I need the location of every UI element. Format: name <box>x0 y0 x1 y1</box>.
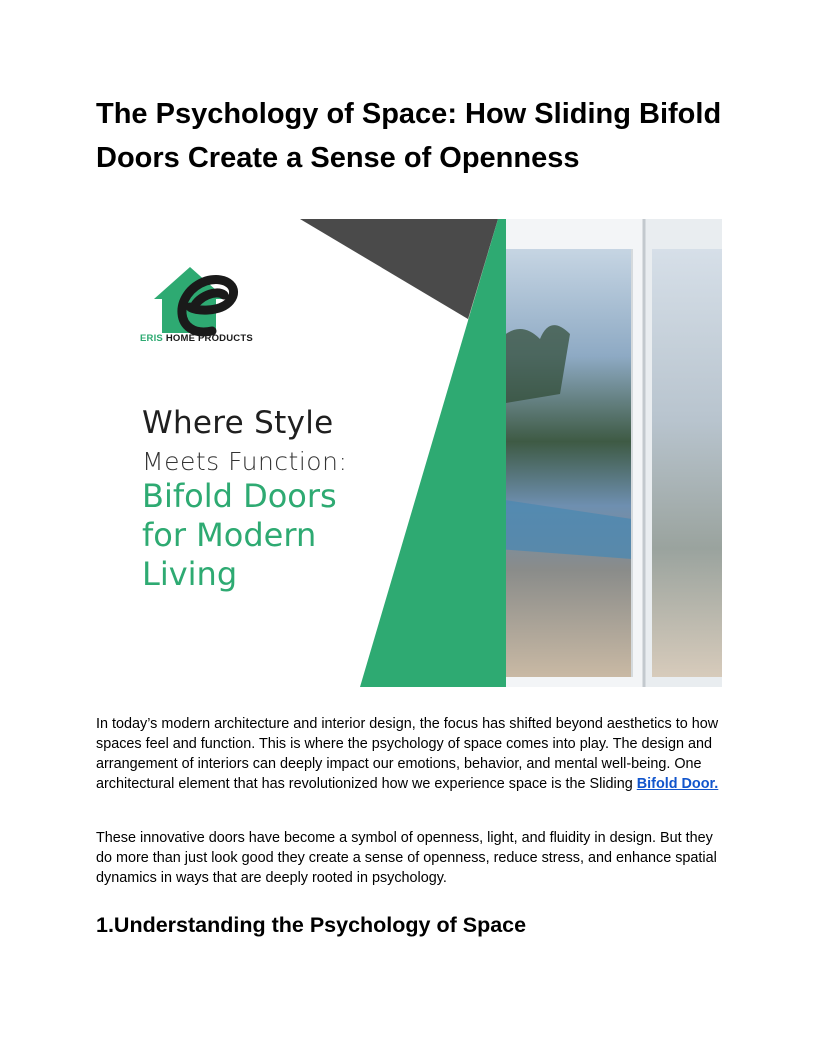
logo-brand-dark: HOME PRODUCTS <box>165 333 253 344</box>
section-heading: 1.Understanding the Psychology of Space <box>96 913 527 937</box>
banner-tagline-line2: Meets Function: <box>142 447 348 476</box>
bifold-door-link[interactable]: Bifold Door. <box>636 776 719 792</box>
intro-paragraph-text: In today’s modern architecture and interior design, the focus has shifted beyond aesthetics to how spaces feel and function. This is where the psychology of space comes into play. The design and arrangement of interiors can deeply impact our emotions, behavior, and mental well-being. One architectural element that has revolutionized how we experience space is the Sliding <box>96 716 719 792</box>
logo-brand-green: ERIS <box>140 333 163 344</box>
banner-tagline-green: Bifold Doors for Modern Living <box>142 477 337 593</box>
logo-brand-text <box>140 333 253 344</box>
banner-tagline-line1: Where Style <box>142 405 334 441</box>
hero-banner-image <box>96 219 722 687</box>
second-paragraph: These innovative doors have become a symbol of openness, light, and fluidity in design. But they do more than just look good they create a sense of openness, reduce stress, and enhance spatial dynamics in ways that are deeply rooted in psychology. <box>96 830 717 886</box>
intro-paragraph <box>96 714 720 794</box>
document-title: The Psychology of Space: How Sliding Bifold Doors Create a Sense of Openness <box>96 98 722 174</box>
